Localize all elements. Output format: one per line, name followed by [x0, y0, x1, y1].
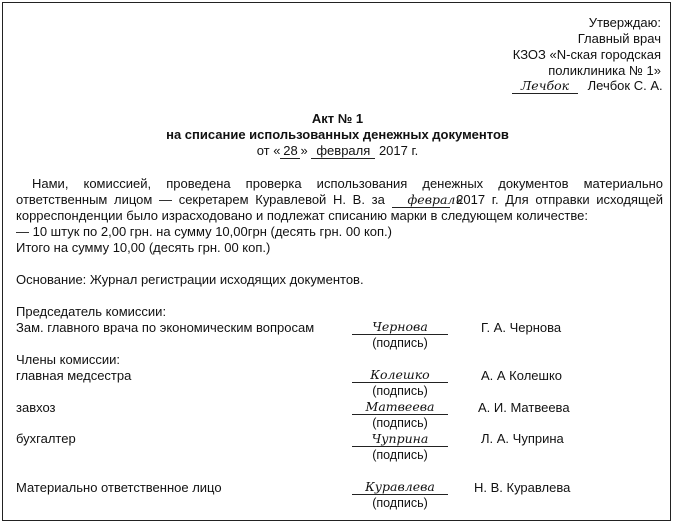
signature: Чуприна [352, 431, 448, 447]
date-prefix: от « [256, 143, 281, 158]
signature-block [352, 399, 448, 431]
commission-member-name: Г. А. Чернова [481, 320, 562, 335]
commission-role: главная медсестра [16, 368, 132, 383]
approval-line-4: поликлиника № 1» [548, 63, 661, 78]
signature-block [352, 367, 448, 399]
total-line: Итого на сумму 10,00 (десять грн. 00 коп.) [16, 240, 271, 255]
signature-caption: (подпись) [372, 448, 428, 462]
date-mid: » [300, 143, 308, 158]
approval-line-1: Утверждаю: [588, 15, 661, 30]
line-item: — 10 штук по 2,00 грн. на сумму 10,00грн (десять грн. 00 коп.) [16, 224, 392, 239]
basis-line: Основание: Журнал регистрации исходящих документов. [16, 272, 364, 287]
signature-caption: (подпись) [372, 336, 428, 350]
signature-block [352, 479, 448, 511]
approval-signature: Лечбок [512, 79, 578, 94]
commission-role: Зам. главного врача по экономическим вопросам [16, 320, 315, 335]
body-paragraph [16, 176, 663, 224]
body-text-start: Нами, комиссией, проведена проверка использования денежных документов материально ответственным лицом — секретарем Куравлевой Н. В. за [16, 176, 663, 207]
signature-caption: (подпись) [372, 416, 428, 430]
date-day: 28 [280, 144, 300, 159]
date-year: 2017 г. [378, 143, 419, 158]
date-month: февраля [311, 144, 375, 159]
approval-line-3: КЗОЗ «N-ская городская [512, 47, 661, 62]
act-subject: на списание использованных денежных документов [166, 127, 509, 142]
commission-role: завхоз [16, 400, 56, 415]
signature: Матвеева [352, 399, 448, 415]
commission-member-name: А. И. Матвеева [478, 400, 570, 415]
approval-signer: Лечбок С. А. [587, 78, 663, 93]
body-text-end: 2017 г. Для отправки исходящей корреспонденции было израсходовано и подлежат списанию марки в следующем количестве: [16, 192, 664, 223]
commission-member-name: Н. В. Куравлева [474, 480, 571, 495]
approval-line-2: Главный врач [577, 31, 661, 46]
act-number: Акт № 1 [311, 111, 364, 126]
signature-caption: (подпись) [372, 496, 428, 510]
body-month: февраль [392, 193, 450, 208]
signature: Колешко [352, 367, 448, 383]
signature: Чернова [352, 319, 448, 335]
commission-role: Материально ответственное лицо [16, 480, 222, 495]
commission-member-name: Л. А. Чуприна [481, 431, 564, 446]
signature-caption: (подпись) [372, 384, 428, 398]
signature-block [352, 319, 448, 351]
chair-heading: Председатель комиссии: [16, 304, 167, 319]
signature: Куравлева [352, 479, 448, 495]
act-date [0, 143, 675, 159]
commission-member-name: А. А Колешко [481, 368, 563, 383]
members-heading: Члены комиссии: [16, 352, 121, 367]
commission-role: бухгалтер [16, 431, 76, 446]
approval-signature-row [512, 78, 663, 94]
signature-block [352, 431, 448, 463]
